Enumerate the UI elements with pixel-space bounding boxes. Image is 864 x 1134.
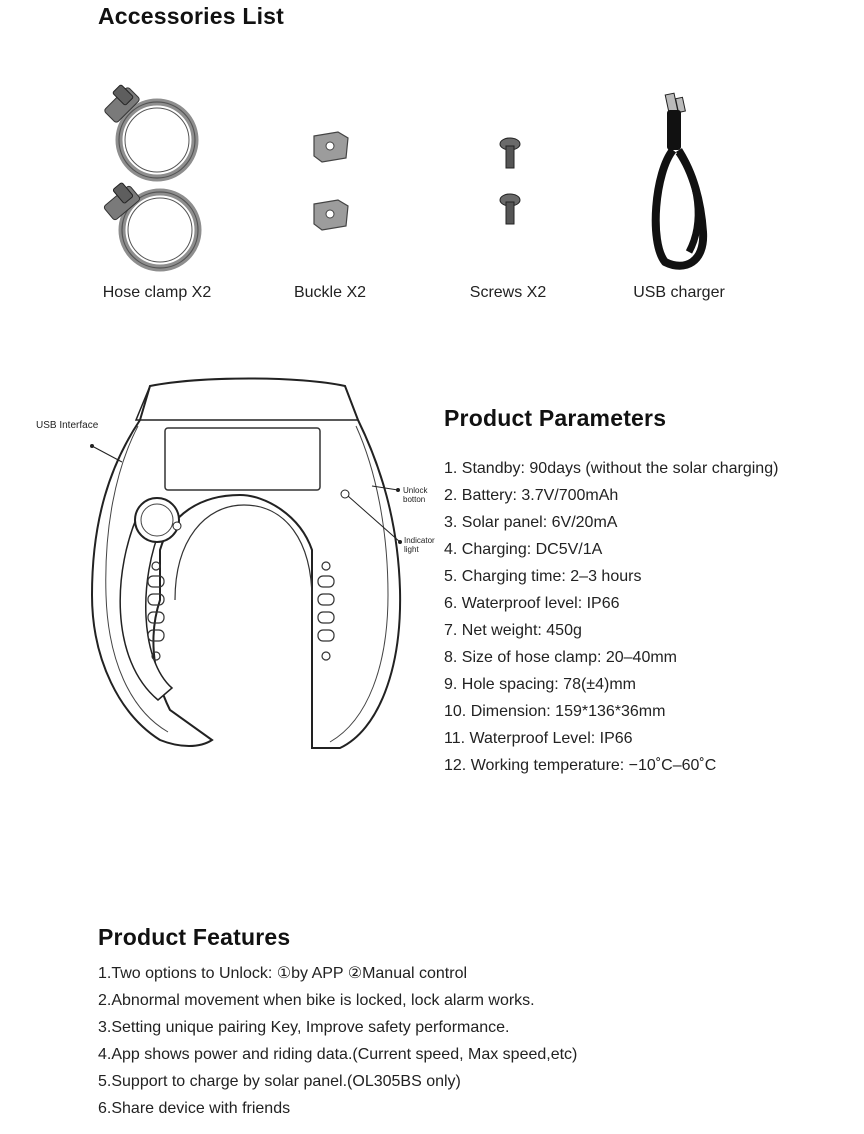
usb-cable-icon [645,92,715,270]
parameter-item: 2. Battery: 3.7V/700mAh [444,487,619,504]
indicator-light-label-line1: Indicator [404,536,435,545]
parameter-item: 7. Net weight: 450g [444,622,582,639]
accessory-label: Hose clamp X2 [102,284,212,301]
hose-clamp-icon [95,82,210,274]
indicator-light-label [404,536,435,554]
features-list [98,960,577,1122]
parameter-item: 3. Solar panel: 6V/20mA [444,514,618,531]
accessory-label: USB charger [633,284,725,301]
parameters-list [444,455,778,779]
unlock-button-label [403,486,427,504]
parameter-item: 10. Dimension: 159*136*36mm [444,703,666,720]
parameters-title: Product Parameters [444,405,667,431]
screw-icon [495,136,525,230]
parameter-item: 5. Charging time: 2–3 hours [444,568,642,585]
unlock-button-label-line2: botton [403,495,426,504]
feature-item: 2.Abnormal movement when bike is locked, lock alarm works. [98,992,535,1009]
accessory-label: Buckle X2 [293,284,367,301]
feature-item: 4.App shows power and riding data.(Current speed, Max speed,etc) [98,1046,578,1063]
feature-item: 5.Support to charge by solar panel.(OL305BS only) [98,1073,461,1090]
parameter-item: 9. Hole spacing: 78(±4)mm [444,676,636,693]
indicator-light-label-line2: light [404,545,419,554]
parameter-item: 6. Waterproof level: IP66 [444,595,620,612]
feature-item: 1.Two options to Unlock: ①by APP ②Manual control [98,965,468,982]
usb-interface-label: USB Interface [36,420,99,431]
unlock-button-label-line1: Unlock [403,486,428,495]
accessories-title: Accessories List [98,3,285,29]
feature-item: 6.Share device with friends [98,1100,291,1117]
accessory-label: Screws X2 [469,284,547,301]
parameter-item: 4. Charging: DC5V/1A [444,541,603,558]
features-title: Product Features [98,924,291,950]
feature-item: 3.Setting unique pairing Key, Improve safety performance. [98,1019,510,1036]
parameter-item: 8. Size of hose clamp: 20–40mm [444,649,678,666]
parameter-item: 12. Working temperature: −10˚C–60˚C [444,757,717,774]
parameter-item: 11. Waterproof Level: IP66 [444,730,633,747]
buckle-icon [308,128,354,238]
parameter-item: 1. Standby: 90days (without the solar charging) [444,460,779,477]
